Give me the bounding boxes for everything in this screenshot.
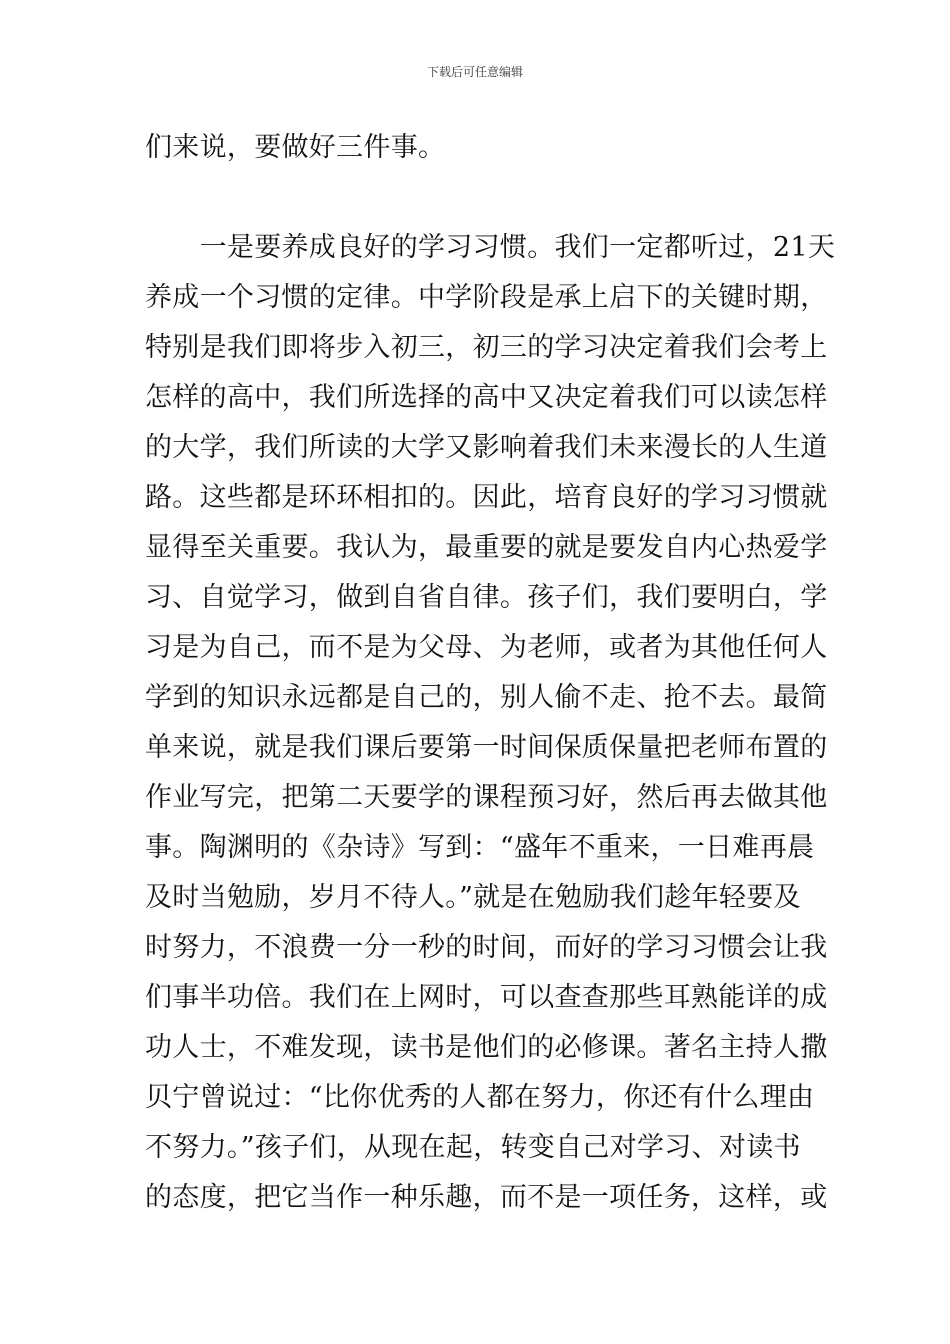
text-line: 怎样的高中，我们所选择的高中又决定着我们可以读怎样 <box>145 382 828 413</box>
page-header: 下载后可任意编辑 <box>426 65 523 79</box>
text-line: 习是为自己，而不是为父母、为老师，或者为其他任何人 <box>145 632 828 663</box>
text-line: 养成一个习惯的定律。中学阶段是承上启下的关键时期， <box>145 282 828 313</box>
text-line: 贝宁曾说过：“比你优秀的人都在努力，你还有什么理由 <box>145 1082 815 1113</box>
text-line: 特别是我们即将步入初三，初三的学习决定着我们会考上 <box>145 332 828 363</box>
text-line: 的态度，把它当作一种乐趣，而不是一项任务，这样，或 <box>145 1182 828 1213</box>
text-line: 单来说，就是我们课后要第一时间保质保量把老师布置的 <box>145 732 828 763</box>
text-line: 显得至关重要。我认为，最重要的就是要发自内心热爱学 <box>145 532 828 563</box>
text-line: 时努力，不浪费一分一秒的时间，而好的学习习惯会让我 <box>145 932 828 963</box>
paragraph-first-line: 一是要养成良好的学习习惯。我们一定都听过，21天 <box>145 232 836 263</box>
text-line: 学到的知识永远都是自己的，别人偷不走、抢不去。最简 <box>145 682 828 713</box>
text-line: 们事半功倍。我们在上网时，可以查查那些耳熟能详的成 <box>145 982 828 1013</box>
text-line: 事。陶渊明的《杂诗》写到：“盛年不重来，一日难再晨 <box>145 832 815 863</box>
text-line: 功人士，不难发现，读书是他们的必修课。著名主持人撒 <box>145 1032 828 1063</box>
text-line: 们来说，要做好三件事。 <box>145 132 446 163</box>
text-line: 的大学，我们所读的大学又影响着我们未来漫长的人生道 <box>145 432 828 463</box>
text-line: 作业写完，把第二天要学的课程预习好，然后再去做其他 <box>145 782 828 813</box>
text-line: 不努力。”孩子们，从现在起，转变自己对学习、对读书 <box>145 1132 801 1163</box>
text-line: 路。这些都是环环相扣的。因此，培育良好的学习习惯就 <box>145 482 828 513</box>
text-line: 及时当勉励，岁月不待人。”就是在勉励我们趁年轻要及 <box>145 882 801 913</box>
text-line: 习、自觉学习，做到自省自律。孩子们，我们要明白，学 <box>145 582 828 613</box>
